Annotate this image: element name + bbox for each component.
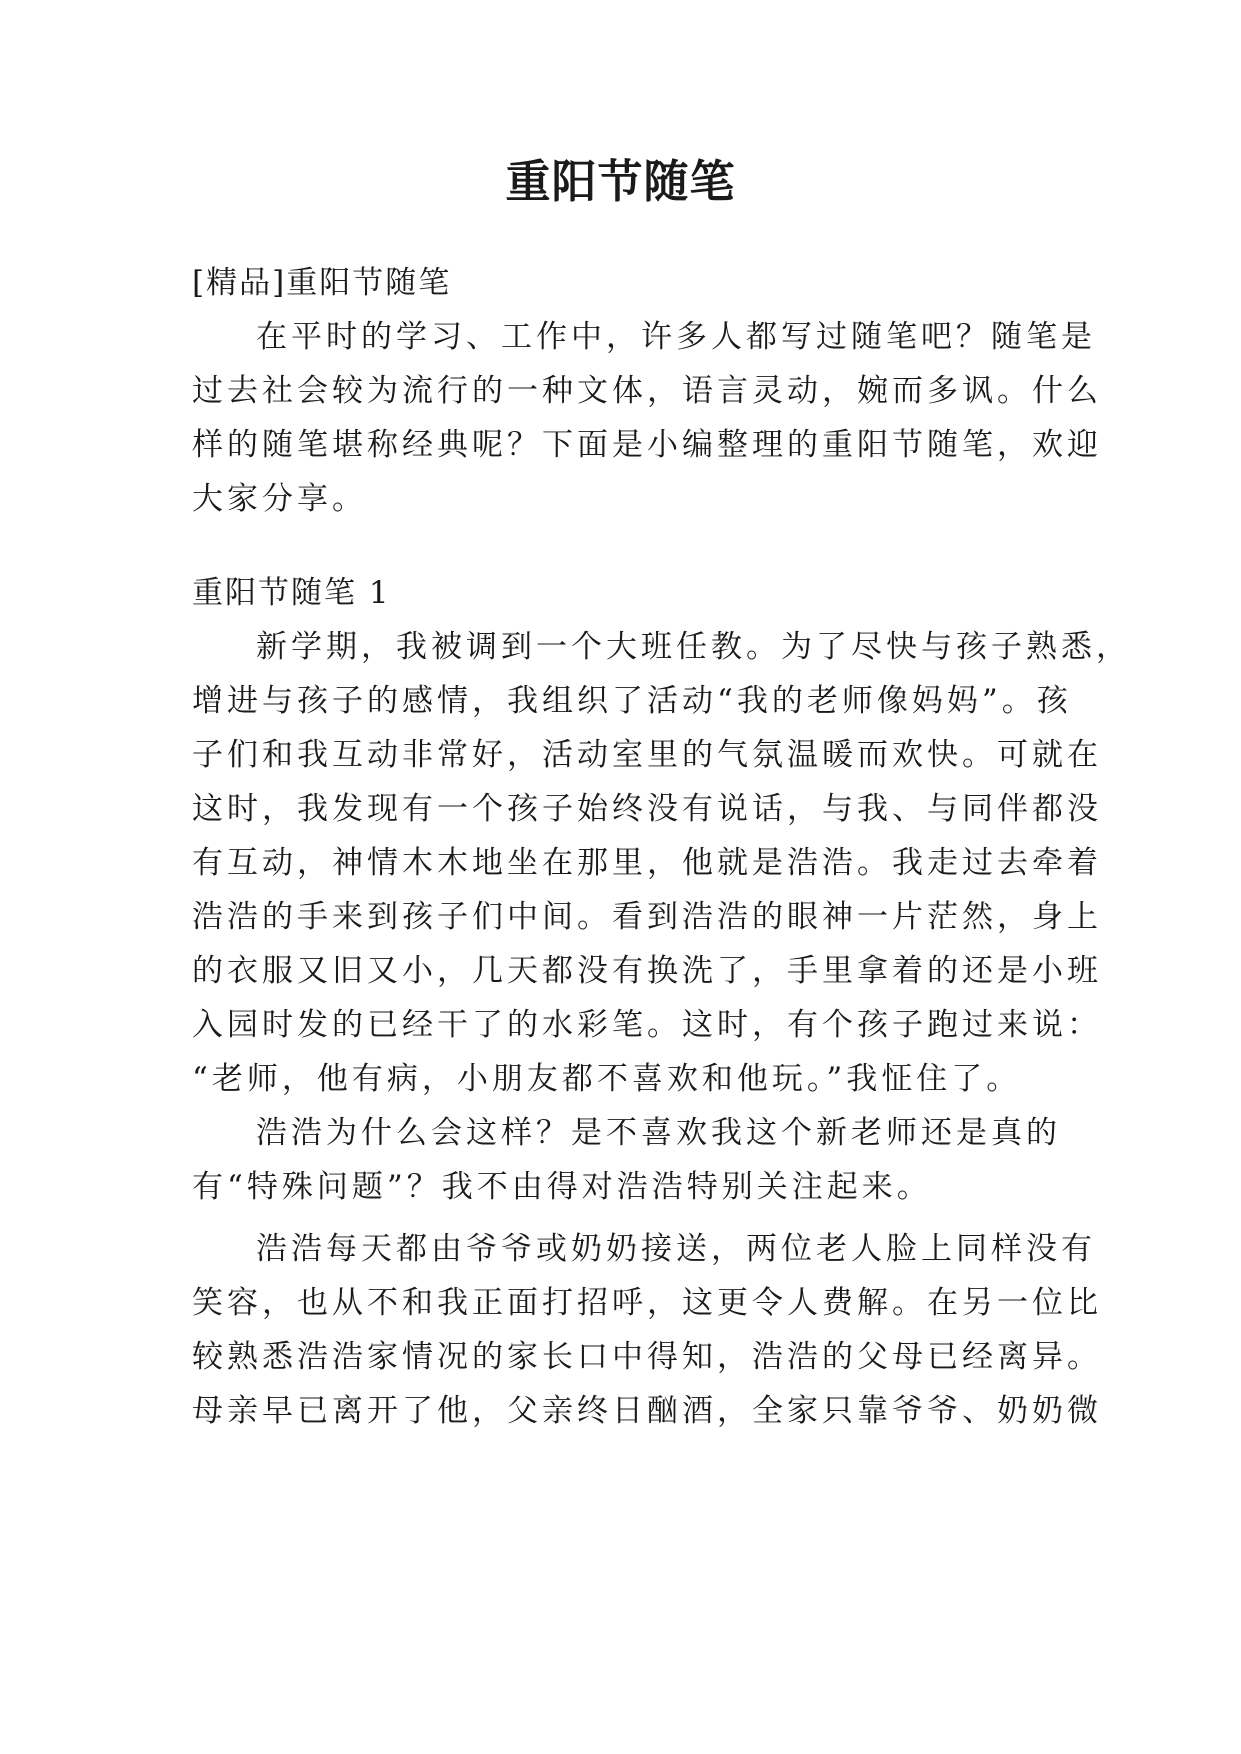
paragraph-line: 较熟悉浩浩家情况的家长口中得知，浩浩的父母已经离异。 [192, 1339, 1102, 1375]
document-subtitle: [精品]重阳节随笔 [192, 265, 452, 301]
intro-line: 样的随笔堪称经典呢？下面是小编整理的重阳节随笔，欢迎 [192, 427, 1102, 463]
paragraph-line: “老师，他有病，小朋友都不喜欢和他玩。”我怔住了。 [192, 1061, 1022, 1097]
paragraph-line: 笑容，也从不和我正面打招呼，这更令人费解。在另一位比 [192, 1285, 1102, 1321]
section-heading: 重阳节随笔 1 [192, 575, 391, 611]
paragraph-line: 有“特殊问题”？我不由得对浩浩特别关注起来。 [192, 1169, 932, 1205]
paragraph-line: 母亲早已离开了他，父亲终日酗酒，全家只靠爷爷、奶奶微 [192, 1393, 1102, 1429]
paragraph-line: 有互动，神情木木地坐在那里，他就是浩浩。我走过去牵着 [192, 845, 1102, 881]
intro-line: 过去社会较为流行的一种文体，语言灵动，婉而多讽。什么 [192, 373, 1102, 409]
paragraph-line: 的衣服又旧又小，几天都没有换洗了，手里拿着的还是小班 [192, 953, 1102, 989]
paragraph-line: 入园时发的已经干了的水彩笔。这时，有个孩子跑过来说： [192, 1007, 1102, 1043]
paragraph-line: 浩浩为什么会这样？是不喜欢我这个新老师还是真的 [256, 1115, 1061, 1151]
paragraph-line: 子们和我互动非常好，活动室里的气氛温暖而欢快。可就在 [192, 737, 1102, 773]
paragraph-line: 这时，我发现有一个孩子始终没有说话，与我、与同伴都没 [192, 791, 1102, 827]
document-title: 重阳节随笔 [505, 155, 736, 208]
paragraph-line: 浩浩的手来到孩子们中间。看到浩浩的眼神一片茫然，身上 [192, 899, 1102, 935]
paragraph-line: 增进与孩子的感情，我组织了活动“我的老师像妈妈”。孩 [192, 683, 1072, 719]
paragraph-line: 浩浩每天都由爷爷或奶奶接送，两位老人脸上同样没有 [256, 1231, 1096, 1267]
paragraph-line: 新学期，我被调到一个大班任教。为了尽快与孩子熟悉， [256, 629, 1131, 665]
intro-line: 大家分享。 [192, 481, 367, 517]
intro-line: 在平时的学习、工作中，许多人都写过随笔吧？随笔是 [256, 319, 1096, 355]
